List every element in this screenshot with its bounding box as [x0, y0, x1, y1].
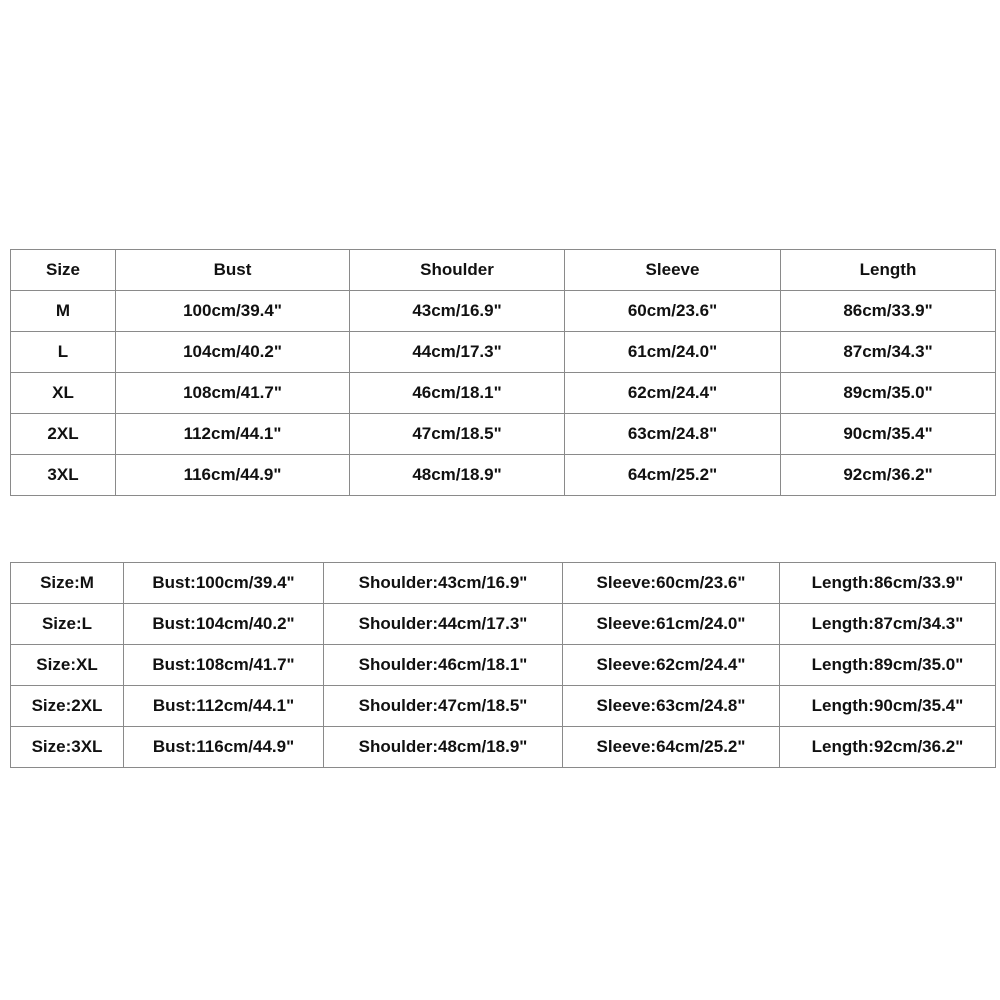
cell-shoulder: 47cm/18.5": [350, 414, 565, 455]
cell-length: 90cm/35.4": [781, 414, 996, 455]
cell-length: Length:90cm/35.4": [780, 686, 996, 727]
cell-bust: 104cm/40.2": [116, 332, 350, 373]
labeled-size-chart-table: [10, 562, 996, 768]
cell-shoulder: Shoulder:48cm/18.9": [324, 727, 563, 768]
cell-shoulder: Shoulder:47cm/18.5": [324, 686, 563, 727]
cell-size: L: [11, 332, 116, 373]
cell-bust: 100cm/39.4": [116, 291, 350, 332]
cell-bust: Bust:108cm/41.7": [124, 645, 324, 686]
cell-sleeve: 62cm/24.4": [565, 373, 781, 414]
cell-size: XL: [11, 373, 116, 414]
cell-shoulder: Shoulder:44cm/17.3": [324, 604, 563, 645]
cell-length: Length:87cm/34.3": [780, 604, 996, 645]
table-row: [11, 455, 996, 496]
table-row: [11, 563, 996, 604]
cell-length: Length:92cm/36.2": [780, 727, 996, 768]
cell-length: 87cm/34.3": [781, 332, 996, 373]
cell-length: 86cm/33.9": [781, 291, 996, 332]
cell-size: Size:3XL: [11, 727, 124, 768]
cell-shoulder: 48cm/18.9": [350, 455, 565, 496]
cell-sleeve: Sleeve:64cm/25.2": [563, 727, 780, 768]
cell-sleeve: 61cm/24.0": [565, 332, 781, 373]
cell-bust: Bust:100cm/39.4": [124, 563, 324, 604]
cell-size: Size:2XL: [11, 686, 124, 727]
table-row: [11, 604, 996, 645]
cell-size: Size:XL: [11, 645, 124, 686]
header-sleeve: Sleeve: [565, 250, 781, 291]
cell-bust: 112cm/44.1": [116, 414, 350, 455]
header-shoulder: Shoulder: [350, 250, 565, 291]
table-row: [11, 332, 996, 373]
cell-sleeve: Sleeve:63cm/24.8": [563, 686, 780, 727]
cell-length: Length:86cm/33.9": [780, 563, 996, 604]
cell-sleeve: Sleeve:61cm/24.0": [563, 604, 780, 645]
table-row: [11, 291, 996, 332]
cell-size: 3XL: [11, 455, 116, 496]
cell-bust: Bust:104cm/40.2": [124, 604, 324, 645]
cell-bust: Bust:112cm/44.1": [124, 686, 324, 727]
cell-size: 2XL: [11, 414, 116, 455]
table-row: [11, 727, 996, 768]
header-length: Length: [781, 250, 996, 291]
size-chart-table: [10, 249, 996, 496]
cell-sleeve: 64cm/25.2": [565, 455, 781, 496]
cell-sleeve: Sleeve:62cm/24.4": [563, 645, 780, 686]
table-row: [11, 373, 996, 414]
cell-bust: 116cm/44.9": [116, 455, 350, 496]
cell-sleeve: 63cm/24.8": [565, 414, 781, 455]
table-header-row: [11, 250, 996, 291]
cell-sleeve: Sleeve:60cm/23.6": [563, 563, 780, 604]
cell-shoulder: 46cm/18.1": [350, 373, 565, 414]
cell-size: Size:L: [11, 604, 124, 645]
cell-shoulder: Shoulder:46cm/18.1": [324, 645, 563, 686]
cell-length: Length:89cm/35.0": [780, 645, 996, 686]
table-row: [11, 645, 996, 686]
header-size: Size: [11, 250, 116, 291]
table-row: [11, 686, 996, 727]
cell-length: 89cm/35.0": [781, 373, 996, 414]
cell-length: 92cm/36.2": [781, 455, 996, 496]
cell-shoulder: Shoulder:43cm/16.9": [324, 563, 563, 604]
header-bust: Bust: [116, 250, 350, 291]
cell-shoulder: 44cm/17.3": [350, 332, 565, 373]
cell-shoulder: 43cm/16.9": [350, 291, 565, 332]
cell-bust: Bust:116cm/44.9": [124, 727, 324, 768]
table-row: [11, 414, 996, 455]
cell-size: M: [11, 291, 116, 332]
cell-bust: 108cm/41.7": [116, 373, 350, 414]
cell-sleeve: 60cm/23.6": [565, 291, 781, 332]
cell-size: Size:M: [11, 563, 124, 604]
